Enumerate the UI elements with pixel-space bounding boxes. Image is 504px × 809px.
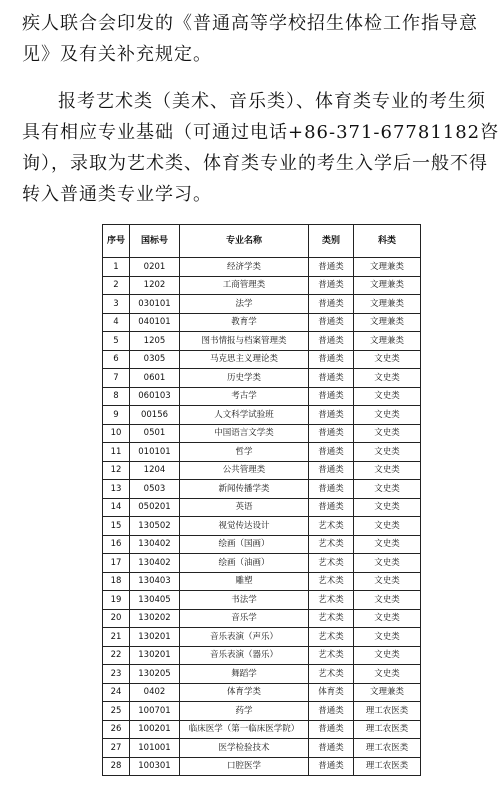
cell-major-name: 图书情报与档案管理类 — [180, 332, 309, 351]
cell-category: 普通类 — [309, 720, 354, 739]
cell-major-name: 中国语言文学类 — [180, 424, 309, 443]
cell-category: 普通类 — [309, 332, 354, 351]
cell-index: 23 — [103, 665, 130, 684]
cell-subject-type: 文理兼类 — [354, 258, 421, 277]
cell-subject-type: 文理兼类 — [354, 313, 421, 332]
cell-subject-type: 文史类 — [354, 387, 421, 406]
cell-index: 6 — [103, 350, 130, 369]
cell-code: 130201 — [130, 628, 180, 647]
table-row — [103, 535, 421, 554]
cell-code: 130201 — [130, 646, 180, 665]
table-row — [103, 683, 421, 702]
cell-major-name: 教育学 — [180, 313, 309, 332]
cell-subject-type: 文史类 — [354, 461, 421, 480]
paragraph-art-sports-text: 报考艺术类（美术、音乐类）、体育类专业的考生须具有相应专业基础（可通过电话+86-371-67781182咨询），录取为艺术类、体育类专业的考生入学后一般不得转入普通类专业学习。 — [22, 91, 500, 205]
cell-major-name: 哲学 — [180, 443, 309, 462]
cell-index: 22 — [103, 646, 130, 665]
cell-category: 普通类 — [309, 369, 354, 388]
cell-index: 26 — [103, 720, 130, 739]
cell-index: 1 — [103, 258, 130, 277]
cell-code: 0201 — [130, 258, 180, 277]
table-row — [103, 295, 421, 314]
cell-major-name: 音乐表演（声乐） — [180, 628, 309, 647]
cell-major-name: 考古学 — [180, 387, 309, 406]
cell-category: 艺术类 — [309, 609, 354, 628]
cell-code: 100701 — [130, 702, 180, 721]
cell-category: 普通类 — [309, 757, 354, 776]
table-row — [103, 720, 421, 739]
cell-category: 普通类 — [309, 387, 354, 406]
cell-subject-type: 文史类 — [354, 665, 421, 684]
cell-code: 1204 — [130, 461, 180, 480]
table-row — [103, 609, 421, 628]
cell-category: 艺术类 — [309, 572, 354, 591]
cell-index: 16 — [103, 535, 130, 554]
cell-index: 17 — [103, 554, 130, 573]
cell-subject-type: 文史类 — [354, 424, 421, 443]
cell-major-name: 雕塑 — [180, 572, 309, 591]
cell-major-name: 书法学 — [180, 591, 309, 610]
table-row — [103, 757, 421, 776]
majors-table-header — [103, 225, 421, 258]
cell-subject-type: 文史类 — [354, 646, 421, 665]
cell-index: 24 — [103, 683, 130, 702]
cell-code: 010101 — [130, 443, 180, 462]
cell-category: 艺术类 — [309, 646, 354, 665]
cell-major-name: 口腔医学 — [180, 757, 309, 776]
cell-category: 普通类 — [309, 424, 354, 443]
cell-index: 15 — [103, 517, 130, 536]
cell-index: 19 — [103, 591, 130, 610]
cell-category: 普通类 — [309, 350, 354, 369]
cell-index: 21 — [103, 628, 130, 647]
table-row — [103, 332, 421, 351]
cell-code: 0503 — [130, 480, 180, 499]
table-row — [103, 628, 421, 647]
cell-code: 0501 — [130, 424, 180, 443]
cell-category: 艺术类 — [309, 591, 354, 610]
header-category: 类别 — [309, 225, 354, 258]
cell-subject-type: 理工农医类 — [354, 702, 421, 721]
cell-code: 050201 — [130, 498, 180, 517]
table-row — [103, 443, 421, 462]
cell-major-name: 视觉传达设计 — [180, 517, 309, 536]
header-major-name: 专业名称 — [180, 225, 309, 258]
cell-index: 25 — [103, 702, 130, 721]
cell-subject-type: 文史类 — [354, 350, 421, 369]
cell-subject-type: 文史类 — [354, 628, 421, 647]
table-row — [103, 276, 421, 295]
cell-subject-type: 文史类 — [354, 480, 421, 499]
majors-table-body — [103, 258, 421, 776]
cell-code: 040101 — [130, 313, 180, 332]
table-row — [103, 646, 421, 665]
cell-major-name: 工商管理类 — [180, 276, 309, 295]
cell-code: 0601 — [130, 369, 180, 388]
header-index: 序号 — [103, 225, 130, 258]
cell-index: 18 — [103, 572, 130, 591]
cell-index: 7 — [103, 369, 130, 388]
cell-major-name: 人文科学试验班 — [180, 406, 309, 425]
paragraph-art-sports-requirements — [0, 86, 504, 210]
cell-major-name: 经济学类 — [180, 258, 309, 277]
cell-index: 11 — [103, 443, 130, 462]
table-row — [103, 572, 421, 591]
cell-category: 普通类 — [309, 702, 354, 721]
cell-category: 艺术类 — [309, 628, 354, 647]
cell-category: 普通类 — [309, 406, 354, 425]
table-row — [103, 369, 421, 388]
cell-subject-type: 文理兼类 — [354, 332, 421, 351]
cell-major-name: 药学 — [180, 702, 309, 721]
cell-code: 0305 — [130, 350, 180, 369]
majors-table-container — [102, 224, 420, 776]
cell-major-name: 医学检验技术 — [180, 739, 309, 758]
cell-code: 1202 — [130, 276, 180, 295]
cell-subject-type: 理工农医类 — [354, 720, 421, 739]
cell-category: 普通类 — [309, 461, 354, 480]
cell-code: 130502 — [130, 517, 180, 536]
cell-category: 普通类 — [309, 276, 354, 295]
cell-major-name: 历史学类 — [180, 369, 309, 388]
cell-code: 130402 — [130, 535, 180, 554]
cell-major-name: 新闻传播学类 — [180, 480, 309, 499]
cell-subject-type: 文史类 — [354, 517, 421, 536]
cell-index: 2 — [103, 276, 130, 295]
cell-index: 13 — [103, 480, 130, 499]
cell-subject-type: 文史类 — [354, 406, 421, 425]
cell-index: 5 — [103, 332, 130, 351]
cell-major-name: 英语 — [180, 498, 309, 517]
cell-code: 100201 — [130, 720, 180, 739]
cell-major-name: 绘画（油画） — [180, 554, 309, 573]
cell-subject-type: 理工农医类 — [354, 739, 421, 758]
cell-index: 28 — [103, 757, 130, 776]
table-row — [103, 739, 421, 758]
cell-subject-type: 文史类 — [354, 554, 421, 573]
cell-major-name: 临床医学（第一临床医学院） — [180, 720, 309, 739]
table-row — [103, 517, 421, 536]
table-row — [103, 387, 421, 406]
header-row — [103, 225, 421, 258]
majors-table — [102, 224, 421, 776]
cell-category: 体育类 — [309, 683, 354, 702]
cell-major-name: 公共管理类 — [180, 461, 309, 480]
cell-index: 10 — [103, 424, 130, 443]
header-subject-type: 科类 — [354, 225, 421, 258]
table-row — [103, 665, 421, 684]
cell-subject-type: 文史类 — [354, 369, 421, 388]
table-row — [103, 350, 421, 369]
cell-code: 0402 — [130, 683, 180, 702]
table-row — [103, 554, 421, 573]
header-code: 国标号 — [130, 225, 180, 258]
cell-index: 3 — [103, 295, 130, 314]
cell-subject-type: 文史类 — [354, 498, 421, 517]
cell-index: 9 — [103, 406, 130, 425]
cell-subject-type: 文理兼类 — [354, 276, 421, 295]
cell-index: 27 — [103, 739, 130, 758]
cell-category: 普通类 — [309, 295, 354, 314]
cell-category: 艺术类 — [309, 665, 354, 684]
cell-subject-type: 理工农医类 — [354, 757, 421, 776]
paragraph-health-requirements: 疾人联合会印发的《普通高等学校招生体检工作指导意见》及有关补充规定。 — [22, 13, 478, 65]
cell-index: 14 — [103, 498, 130, 517]
cell-subject-type: 文理兼类 — [354, 683, 421, 702]
cell-category: 艺术类 — [309, 517, 354, 536]
table-row — [103, 258, 421, 277]
cell-subject-type: 文史类 — [354, 443, 421, 462]
cell-code: 130405 — [130, 591, 180, 610]
table-row — [103, 461, 421, 480]
cell-subject-type: 文史类 — [354, 591, 421, 610]
table-row — [103, 313, 421, 332]
cell-category: 普通类 — [309, 739, 354, 758]
cell-category: 艺术类 — [309, 554, 354, 573]
cell-category: 普通类 — [309, 480, 354, 499]
cell-major-name: 绘画（国画） — [180, 535, 309, 554]
cell-category: 艺术类 — [309, 535, 354, 554]
table-row — [103, 591, 421, 610]
cell-major-name: 音乐学 — [180, 609, 309, 628]
table-row — [103, 480, 421, 499]
cell-category: 普通类 — [309, 258, 354, 277]
cell-index: 8 — [103, 387, 130, 406]
cell-major-name: 马克思主义理论类 — [180, 350, 309, 369]
cell-index: 12 — [103, 461, 130, 480]
cell-code: 060103 — [130, 387, 180, 406]
table-row — [103, 498, 421, 517]
table-row — [103, 424, 421, 443]
cell-major-name: 舞蹈学 — [180, 665, 309, 684]
cell-subject-type: 文理兼类 — [354, 295, 421, 314]
cell-major-name: 体育学类 — [180, 683, 309, 702]
cell-major-name: 法学 — [180, 295, 309, 314]
table-row — [103, 702, 421, 721]
cell-category: 普通类 — [309, 443, 354, 462]
cell-code: 030101 — [130, 295, 180, 314]
cell-subject-type: 文史类 — [354, 609, 421, 628]
cell-major-name: 音乐表演（器乐） — [180, 646, 309, 665]
cell-index: 4 — [103, 313, 130, 332]
cell-code: 130205 — [130, 665, 180, 684]
cell-code: 130403 — [130, 572, 180, 591]
table-row — [103, 406, 421, 425]
cell-code: 1205 — [130, 332, 180, 351]
cell-code: 130402 — [130, 554, 180, 573]
cell-subject-type: 文史类 — [354, 572, 421, 591]
cell-index: 20 — [103, 609, 130, 628]
cell-subject-type: 文史类 — [354, 535, 421, 554]
cell-code: 00156 — [130, 406, 180, 425]
cell-code: 101001 — [130, 739, 180, 758]
cell-category: 普通类 — [309, 498, 354, 517]
cell-code: 130202 — [130, 609, 180, 628]
cell-code: 100301 — [130, 757, 180, 776]
cell-category: 普通类 — [309, 313, 354, 332]
